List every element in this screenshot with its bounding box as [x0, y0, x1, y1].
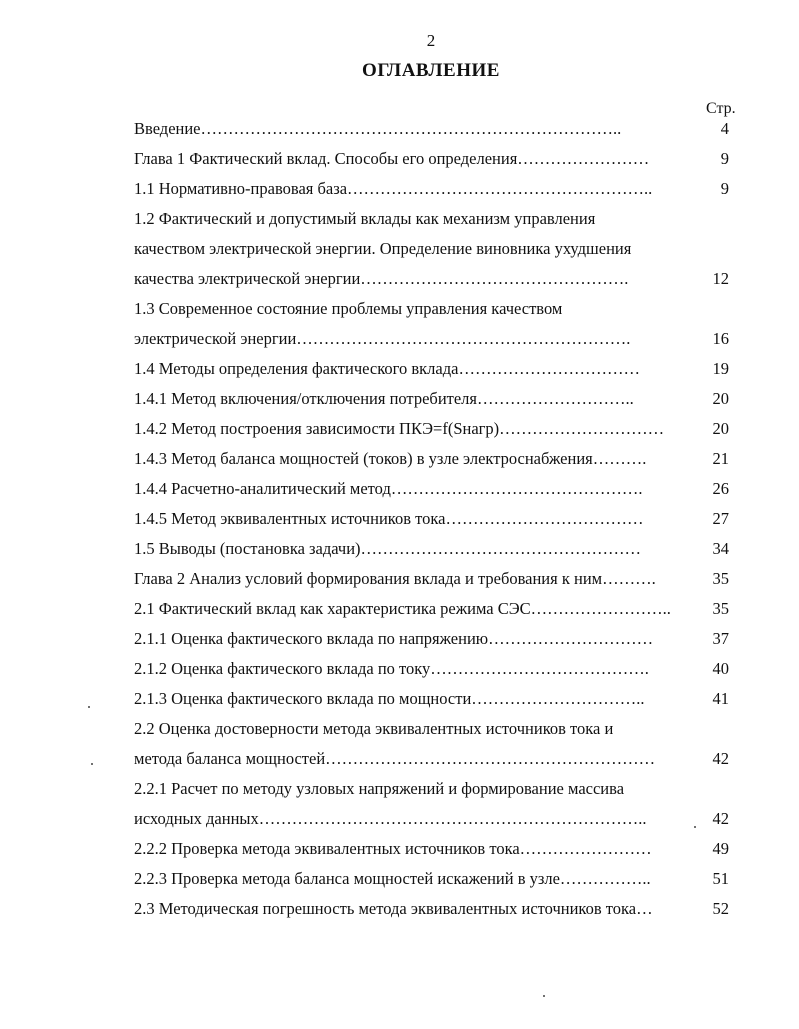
toc-entry-page: 35 [712, 569, 729, 588]
toc-row [134, 687, 729, 711]
toc-row [134, 777, 729, 801]
page-column-label: Стр. [706, 100, 736, 117]
toc-entry-text: Введение………………………………………………………………….. [134, 119, 622, 138]
toc-entry-text: 1.3 Современное состояние проблемы управления качеством [134, 299, 563, 318]
toc-row [134, 387, 729, 411]
toc-row [134, 657, 729, 681]
toc-entry-page: 20 [712, 389, 729, 408]
toc-row [134, 747, 729, 771]
page-number: 2 [426, 31, 436, 50]
toc-row [134, 207, 729, 231]
toc-entry-text: Глава 1 Фактический вклад. Способы его определения…………………… [134, 149, 650, 168]
toc-entry-page: 16 [712, 329, 729, 348]
toc-entry-text: 1.4.5 Метод эквивалентных источников тока……………………………… [134, 509, 644, 528]
toc-row [134, 357, 729, 381]
scan-speck [543, 995, 545, 997]
toc-entry-page: 27 [712, 509, 729, 528]
toc-entry-text: Глава 2 Анализ условий формирования вклада и требования к ним………. [134, 569, 656, 588]
toc-entry-text: качества электрической энергии…………………………………………. [134, 269, 629, 288]
scan-speck [694, 826, 696, 828]
toc-entry-text: электрической энергии……………………………………………………. [134, 329, 631, 348]
toc-entry-text: 2.1 Фактический вклад как характеристика режима СЭС…………………….. [134, 599, 671, 618]
toc-row [134, 897, 729, 921]
toc-entry-text: 2.2 Оценка достоверности метода эквивалентных источников тока и [134, 719, 614, 738]
toc-entry-page: 37 [712, 629, 729, 648]
toc-entry-text: 2.2.3 Проверка метода баланса мощностей искажений в узле…………….. [134, 869, 651, 888]
toc-entry-page: 19 [712, 359, 729, 378]
toc-entry-text: 2.3 Методическая погрешность метода эквивалентных источников тока… [134, 899, 653, 918]
toc-entry-page: 34 [712, 539, 729, 558]
toc-row [134, 597, 729, 621]
toc-entry-text: 2.2.1 Расчет по методу узловых напряжений и формирование массива [134, 779, 625, 798]
toc-row [134, 237, 729, 261]
toc-row [134, 477, 729, 501]
toc-entry-page: 9 [720, 179, 729, 198]
toc-row [134, 447, 729, 471]
toc-entry-text: 2.1.3 Оценка фактического вклада по мощности………………………….. [134, 689, 645, 708]
toc-row [134, 807, 729, 831]
toc-entry-page: 49 [712, 839, 729, 858]
toc-row [134, 327, 729, 351]
toc-row [134, 537, 729, 561]
toc-row [134, 117, 729, 141]
toc-row [134, 147, 729, 171]
toc-row [134, 837, 729, 861]
toc-entry-text: 2.2.2 Проверка метода эквивалентных источников тока…………………… [134, 839, 652, 858]
toc-entry-page: 52 [712, 899, 729, 918]
toc-entry-text: 2.1.2 Оценка фактического вклада по току…………………………………. [134, 659, 649, 678]
toc-entry-page: 40 [712, 659, 729, 678]
toc-row [134, 627, 729, 651]
toc-entry-text: 1.2 Фактический и допустимый вклады как механизм управления [134, 209, 596, 228]
toc-entry-page: 26 [712, 479, 729, 498]
toc-entry-page: 42 [712, 749, 729, 768]
toc-row [134, 267, 729, 291]
toc-entry-text: 1.4.2 Метод построения зависимости ПКЭ=f(Sнагр)………………………… [134, 419, 665, 438]
toc-entry-text: 1.5 Выводы (постановка задачи)…………………………………………… [134, 539, 642, 558]
toc-entry-text: качеством электрической энергии. Определение виновника ухудшения [134, 239, 632, 258]
toc-entry-page: 21 [712, 449, 729, 468]
scan-speck [88, 706, 90, 708]
toc-row [134, 417, 729, 441]
toc-entry-text: 1.1 Нормативно-правовая база……………………………………………….. [134, 179, 653, 198]
toc-entry-text: 1.4 Методы определения фактического вклада…………………………… [134, 359, 640, 378]
toc-row [134, 867, 729, 891]
toc-entry-page: 20 [712, 419, 729, 438]
toc-row [134, 507, 729, 531]
toc-row [134, 177, 729, 201]
toc-entry-text: 1.4.1 Метод включения/отключения потребителя……………………….. [134, 389, 634, 408]
toc-entry-text: 1.4.4 Расчетно-аналитический метод………………………………………. [134, 479, 643, 498]
toc-row [134, 297, 729, 321]
toc-entry-page: 35 [712, 599, 729, 618]
scan-speck [91, 763, 93, 765]
toc-entry-page: 51 [712, 869, 729, 888]
toc-entry-page: 9 [720, 149, 729, 168]
toc-row [134, 717, 729, 741]
toc-entry-page: 42 [712, 809, 729, 828]
toc-row [134, 567, 729, 591]
toc-title: ОГЛАВЛЕНИЕ [362, 60, 500, 81]
toc-entry-page: 12 [712, 269, 729, 288]
toc-entry-text: 1.4.3 Метод баланса мощностей (токов) в узле электроснабжения………. [134, 449, 647, 468]
toc-entry-text: 2.1.1 Оценка фактического вклада по напряжению………………………… [134, 629, 654, 648]
toc-entry-page: 4 [720, 119, 729, 138]
toc-entry-text: исходных данных…………………………………………………………….. [134, 809, 647, 828]
toc-entry-text: метода баланса мощностей…………………………………………………… [134, 749, 656, 768]
toc-entry-page: 41 [712, 689, 729, 708]
